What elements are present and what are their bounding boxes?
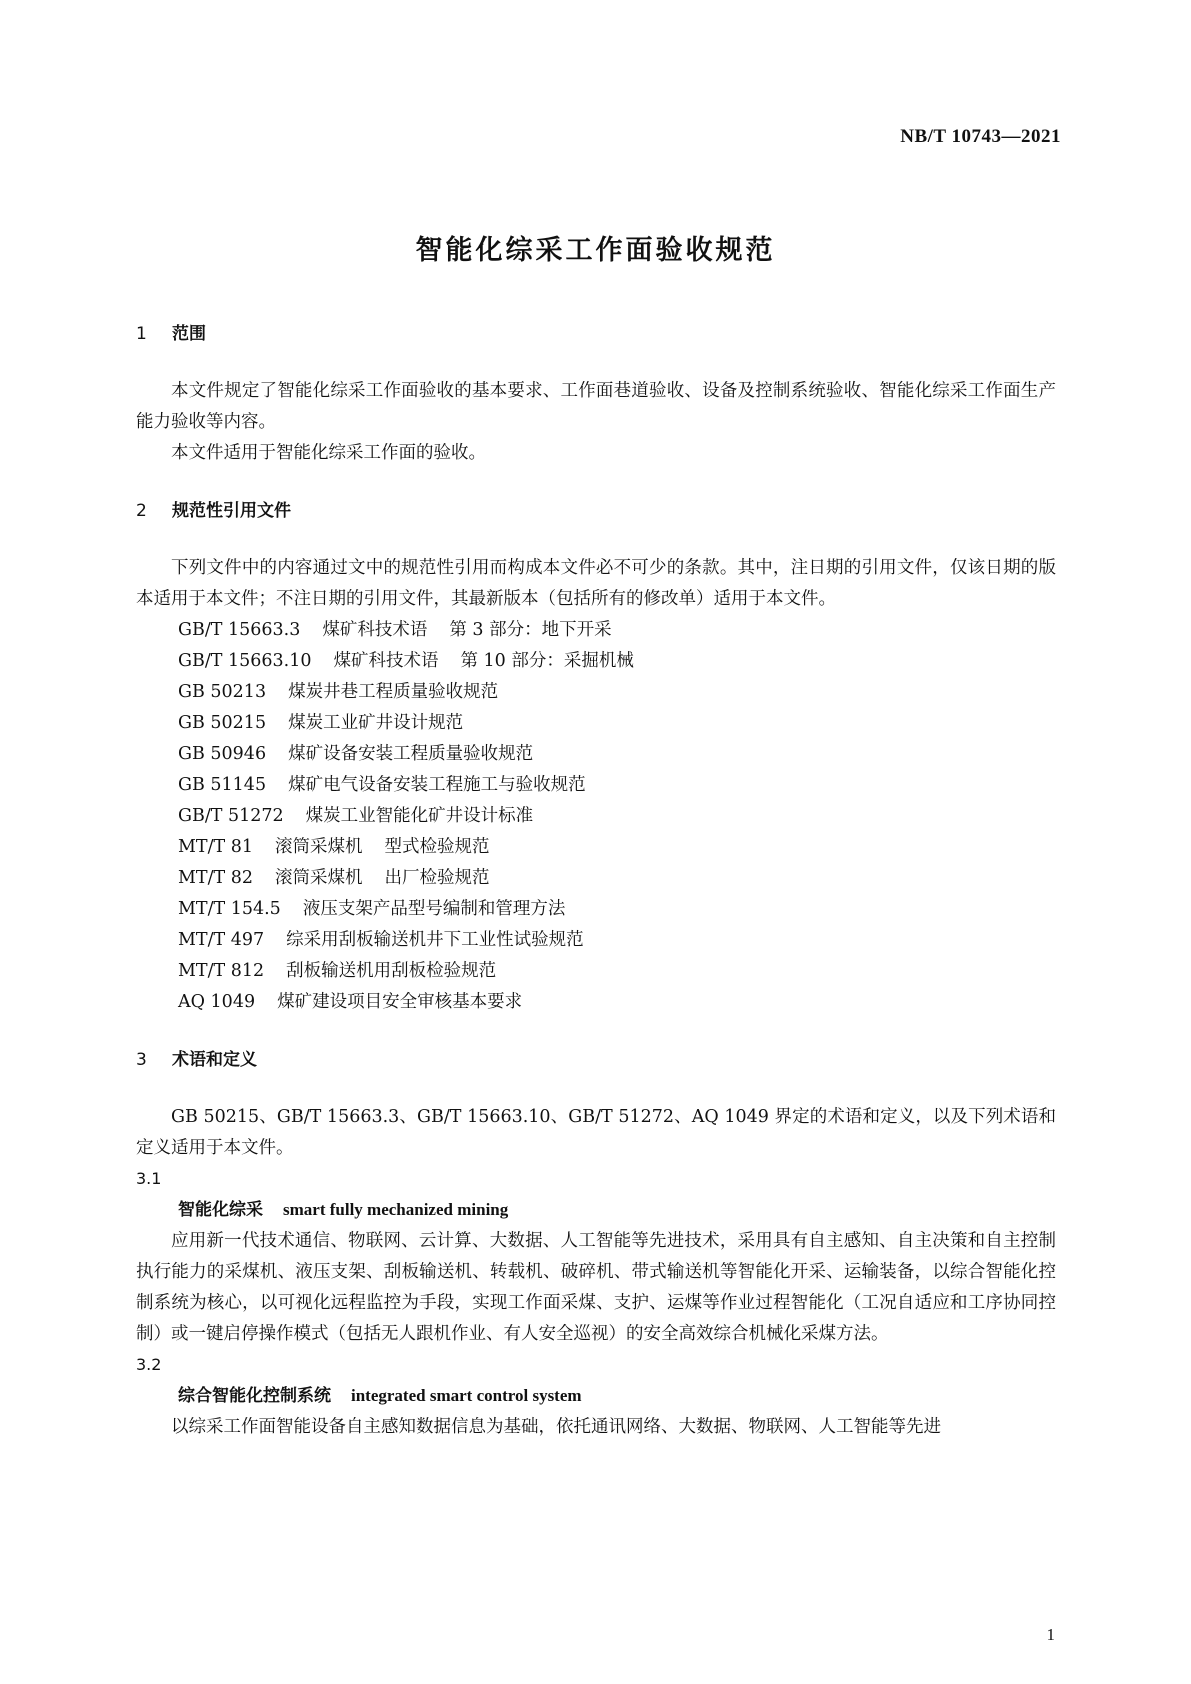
reference-code: MT/T 82 (178, 868, 253, 888)
section-title: 范围 (172, 324, 206, 344)
reference-item (136, 863, 1056, 894)
reference-code: GB 51145 (178, 775, 267, 795)
reference-item (136, 677, 1056, 708)
term-en: integrated smart control system (351, 1386, 582, 1405)
reference-code: GB 50946 (178, 744, 267, 764)
reference-title: 液压支架产品型号编制和管理方法 (302, 899, 566, 919)
reference-code: MT/T 812 (178, 961, 265, 981)
document-body (136, 318, 1056, 1443)
term-definition: 应用新一代技术通信、物联网、云计算、大数据、人工智能等先进技术，采用具有自主感知、自主决策和自主控制执行能力的采煤机、液压支架、刮板输送机、转载机、破碎机、带式输送机等智能化开采、运输装备，以综合智能化控制系统为核心，以可视化远程监控为手段，实现工作面采煤、支护、运煤等作业过程智能化（工况自适应和工序协同控制）或一键启停操作模式（包括无人跟机作业、有人安全巡视）的安全高效综合机械化采煤方法。 (136, 1231, 1056, 1344)
term-number: 3.1 (136, 1169, 162, 1188)
term-zh: 智能化综采 (178, 1200, 263, 1220)
section-title: 规范性引用文件 (172, 501, 291, 521)
reference-item (136, 987, 1056, 1018)
reference-item (136, 894, 1056, 925)
page-number: 1 (1046, 1625, 1055, 1644)
paragraph: 下列文件中的内容通过文中的规范性引用而构成本文件必不可少的条款。其中，注日期的引用文件，仅该日期的版本适用于本文件；不注日期的引用文件，其最新版本（包括所有的修改单）适用于本文件。 (136, 558, 1056, 609)
reference-title: 刮板输送机用刮板检验规范 (286, 961, 497, 981)
reference-part: 第 3 部分：地下开采 (449, 620, 612, 640)
reference-item (136, 646, 1056, 677)
section-number: 3 (136, 1050, 147, 1070)
section-title: 术语和定义 (172, 1050, 257, 1070)
term-definition: 以综采工作面智能设备自主感知数据信息为基础，依托通讯网络、大数据、物联网、人工智能等先进 (171, 1417, 941, 1437)
section-3-heading (136, 1044, 1056, 1076)
term-zh: 综合智能化控制系统 (178, 1386, 331, 1406)
section-number: 1 (136, 324, 147, 344)
reference-item (136, 925, 1056, 956)
reference-code: GB/T 15663.10 (178, 651, 312, 671)
reference-code: GB 50215 (178, 713, 267, 733)
reference-title: 煤矿科技术语 (322, 620, 428, 640)
reference-item (136, 770, 1056, 801)
reference-title: 煤矿设备安装工程质量验收规范 (288, 744, 534, 764)
reference-list (136, 615, 1056, 1018)
term-heading (136, 1380, 1056, 1412)
reference-item (136, 832, 1056, 863)
reference-item (136, 615, 1056, 646)
reference-title: 滚筒采煤机 (275, 868, 363, 888)
reference-title: 煤炭井巷工程质量验收规范 (288, 682, 499, 702)
term-en: smart fully mechanized mining (283, 1200, 509, 1219)
reference-code: GB 50213 (178, 682, 267, 702)
section-1-heading (136, 318, 1056, 350)
reference-title: 煤炭工业智能化矿井设计标准 (305, 806, 534, 826)
reference-item (136, 739, 1056, 770)
section-2-heading (136, 495, 1056, 527)
reference-item (136, 708, 1056, 739)
reference-part: 型式检验规范 (384, 837, 490, 857)
reference-item (136, 956, 1056, 987)
reference-part: 出厂检验规范 (384, 868, 490, 888)
reference-item (136, 801, 1056, 832)
standard-code: NB/T 10743—2021 (900, 126, 1061, 147)
reference-code: GB/T 51272 (178, 806, 284, 826)
reference-code: MT/T 81 (178, 837, 253, 857)
paragraph: GB 50215、GB/T 15663.3、GB/T 15663.10、GB/T 51272、AQ 1049 界定的术语和定义，以及下列术语和定义适用于本文件。 (136, 1107, 1056, 1158)
reference-title: 煤炭工业矿井设计规范 (288, 713, 464, 733)
paragraph: 本文件适用于智能化综采工作面的验收。 (171, 443, 486, 463)
term-number: 3.2 (136, 1355, 162, 1374)
reference-title: 综采用刮板输送机井下工业性试验规范 (286, 930, 584, 950)
reference-title: 煤矿电气设备安装工程施工与验收规范 (288, 775, 586, 795)
reference-title: 煤矿建设项目安全审核基本要求 (277, 992, 523, 1012)
document-title: 智能化综采工作面验收规范 (415, 235, 776, 266)
reference-part: 第 10 部分：采掘机械 (460, 651, 634, 671)
reference-title: 滚筒采煤机 (275, 837, 363, 857)
reference-code: MT/T 154.5 (178, 899, 281, 919)
term-heading (136, 1194, 1056, 1226)
paragraph: 本文件规定了智能化综采工作面验收的基本要求、工作面巷道验收、设备及控制系统验收、智能化综采工作面生产能力验收等内容。 (136, 381, 1056, 432)
reference-code: AQ 1049 (178, 992, 256, 1012)
reference-title: 煤矿科技术语 (333, 651, 439, 671)
reference-code: MT/T 497 (178, 930, 265, 950)
reference-code: GB/T 15663.3 (178, 620, 301, 640)
section-number: 2 (136, 501, 147, 521)
